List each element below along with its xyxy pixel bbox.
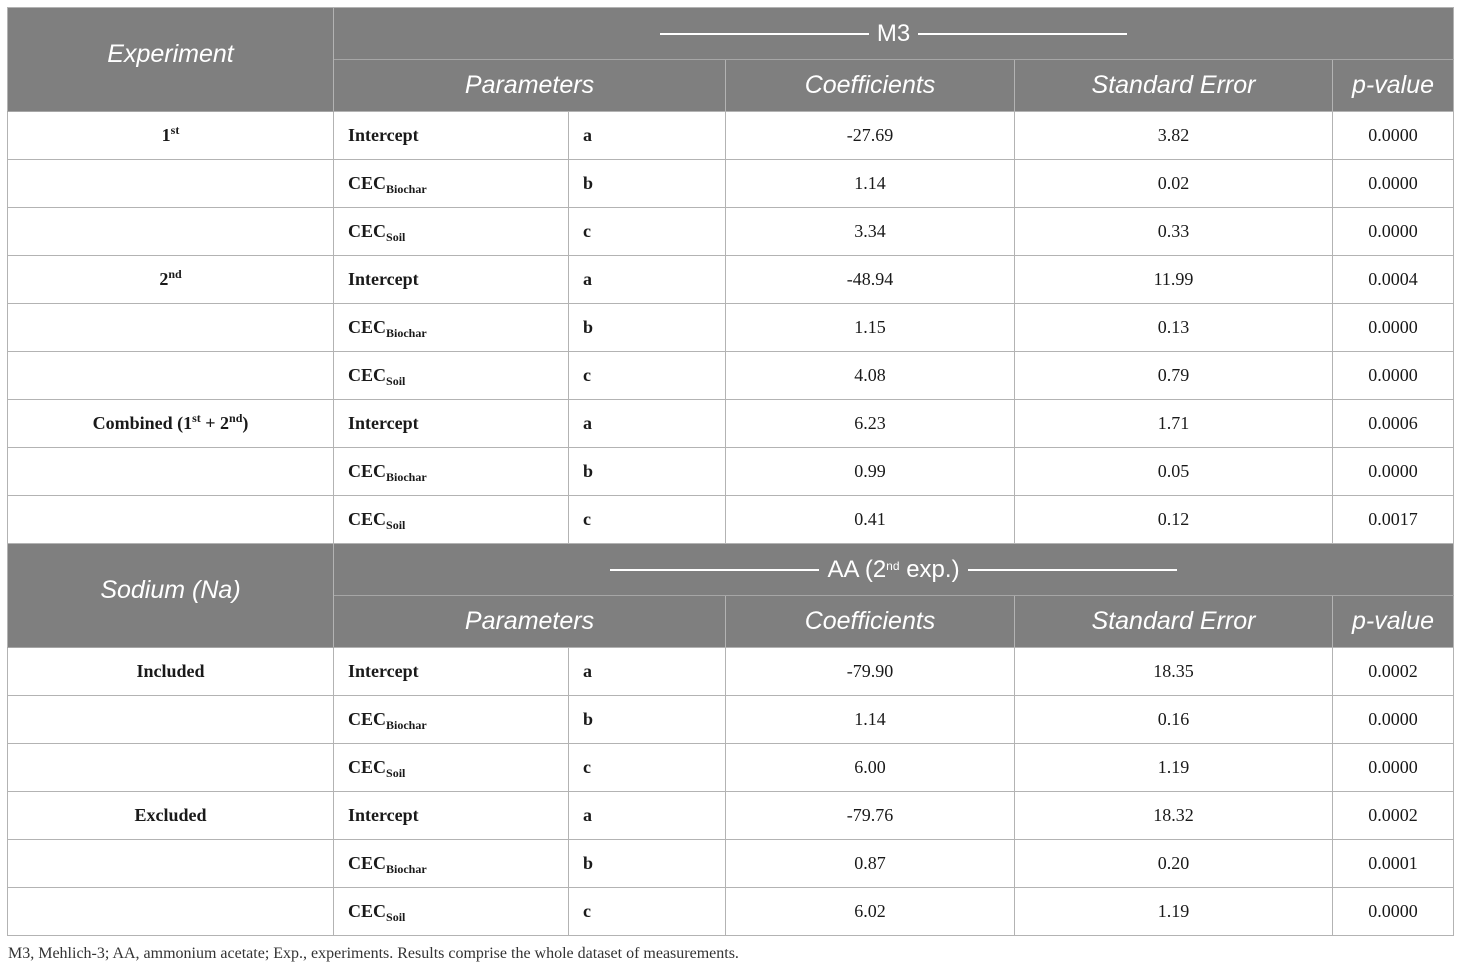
parameters-column-label: Parameters [464,71,595,99]
symbol-cell: a [569,112,726,160]
parameters-column-label: Parameters [464,607,595,635]
header-rule-right [968,569,1177,571]
standard-error-cell: 0.33 [1015,208,1333,256]
coefficients-column-header [726,60,1015,112]
parameter-subscript: Soil [386,374,406,388]
p-value-column-label: p-value [1352,607,1435,635]
parameter-cell [334,744,569,792]
parameter-subscript: Biochar [386,326,427,340]
parameter-name: CEC [348,365,387,385]
p-value-cell: 0.0000 [1333,696,1454,744]
standard-error-cell: 0.12 [1015,496,1333,544]
coefficients-column-label: Coefficients [804,71,936,99]
coefficient-cell: -79.90 [726,648,1015,696]
coefficient-cell: 1.14 [726,160,1015,208]
standard-error-cell: 0.20 [1015,840,1333,888]
symbol-cell: c [569,888,726,936]
p-value-cell: 0.0000 [1333,352,1454,400]
p-value-cell: 0.0001 [1333,840,1454,888]
table-row [8,744,1454,792]
group-cell [8,208,334,256]
method-group-label-end: exp.) [899,555,960,583]
parameter-name: Intercept [348,805,419,825]
coefficient-cell: -48.94 [726,256,1015,304]
table-row [8,840,1454,888]
symbol-cell: c [569,744,726,792]
group-cell [8,448,334,496]
parameter-cell [334,304,569,352]
parameter-name: CEC [348,709,387,729]
group-cell [8,648,334,696]
symbol-cell: c [569,352,726,400]
standard-error-cell: 18.32 [1015,792,1333,840]
coefficient-cell: 1.14 [726,696,1015,744]
symbol-cell: b [569,696,726,744]
parameter-subscript: Soil [386,910,406,924]
group-label-sup: nd [229,411,243,425]
table-row [8,792,1454,840]
coefficient-cell: 0.99 [726,448,1015,496]
p-value-cell: 0.0004 [1333,256,1454,304]
symbol-cell: a [569,648,726,696]
parameter-name: CEC [348,853,387,873]
standard-error-column-label: Standard Error [1091,71,1256,99]
parameter-cell [334,256,569,304]
parameter-name: CEC [348,509,387,529]
parameter-cell [334,648,569,696]
p-value-cell: 0.0002 [1333,648,1454,696]
parameter-name: CEC [348,317,387,337]
table-row [8,256,1454,304]
parameter-name: CEC [348,901,387,921]
group-label-mid: + 2 [200,413,230,433]
method-group-label: M3 [876,19,911,47]
symbol-cell: c [569,496,726,544]
p-value-cell: 0.0000 [1333,160,1454,208]
parameter-name: Intercept [348,269,419,289]
standard-error-cell: 0.13 [1015,304,1333,352]
table-row [8,304,1454,352]
parameter-cell [334,496,569,544]
parameter-cell [334,112,569,160]
group-label: Excluded [134,805,207,825]
header-rule-left [610,569,819,571]
header-rule-left [660,33,869,35]
group-cell [8,888,334,936]
parameter-subscript: Soil [386,518,406,532]
parameters-column-header [334,596,726,648]
parameter-cell [334,208,569,256]
symbol-cell: a [569,400,726,448]
group-cell [8,160,334,208]
p-value-cell: 0.0017 [1333,496,1454,544]
coefficient-cell: 6.23 [726,400,1015,448]
table-row [8,112,1454,160]
parameter-subscript: Soil [386,230,406,244]
method-group-label-sup: nd [886,558,900,573]
group-header-row [8,8,1454,60]
group-cell [8,112,334,160]
regression-table [7,7,1454,936]
table-row [8,448,1454,496]
table-footnote: M3, Mehlich-3; AA, ammonium acetate; Exp., experiments. Results comprise the whole dataset of measurements. [8,945,739,962]
parameter-name: CEC [348,757,387,777]
parameter-cell [334,448,569,496]
parameter-cell [334,352,569,400]
group-label: 2 [159,269,169,289]
standard-error-cell: 1.71 [1015,400,1333,448]
p-value-cell: 0.0000 [1333,448,1454,496]
group-cell [8,840,334,888]
parameter-cell [334,840,569,888]
method-group-header [334,544,1454,596]
group-cell [8,256,334,304]
table-row [8,160,1454,208]
standard-error-column-header [1015,60,1333,112]
symbol-cell: b [569,840,726,888]
coefficient-cell: 0.41 [726,496,1015,544]
table-row [8,648,1454,696]
parameter-name: Intercept [348,413,419,433]
p-value-cell: 0.0006 [1333,400,1454,448]
standard-error-column-header [1015,596,1333,648]
group-cell [8,792,334,840]
method-group-label: AA (2 [827,555,887,583]
group-label: Included [136,661,205,681]
method-group-header [334,8,1454,60]
symbol-cell: c [569,208,726,256]
symbol-cell: a [569,792,726,840]
group-cell [8,352,334,400]
standard-error-cell: 0.79 [1015,352,1333,400]
parameter-cell [334,888,569,936]
parameter-cell [334,160,569,208]
parameter-subscript: Biochar [386,182,427,196]
standard-error-cell: 0.02 [1015,160,1333,208]
parameter-subscript: Biochar [386,862,427,876]
group-label-sup: st [192,411,201,425]
standard-error-cell: 1.19 [1015,888,1333,936]
parameter-cell [334,792,569,840]
group-label: 1 [161,125,171,145]
p-value-column-header [1333,596,1454,648]
p-value-cell: 0.0000 [1333,744,1454,792]
group-cell [8,696,334,744]
table-row [8,208,1454,256]
standard-error-cell: 11.99 [1015,256,1333,304]
parameter-cell [334,400,569,448]
group-label-end: ) [242,413,249,433]
parameter-subscript: Biochar [386,718,427,732]
symbol-cell: b [569,304,726,352]
p-value-cell: 0.0000 [1333,112,1454,160]
coefficient-cell: 4.08 [726,352,1015,400]
group-column-header [8,8,334,112]
coefficient-cell: 6.00 [726,744,1015,792]
coefficients-column-header [726,596,1015,648]
parameter-subscript: Soil [386,766,406,780]
p-value-cell: 0.0000 [1333,208,1454,256]
table-row [8,888,1454,936]
group-cell [8,400,334,448]
group-cell [8,496,334,544]
p-value-cell: 0.0002 [1333,792,1454,840]
symbol-cell: b [569,448,726,496]
coefficient-cell: -27.69 [726,112,1015,160]
standard-error-cell: 3.82 [1015,112,1333,160]
standard-error-cell: 1.19 [1015,744,1333,792]
p-value-column-header [1333,60,1454,112]
standard-error-cell: 18.35 [1015,648,1333,696]
parameter-name: CEC [348,461,387,481]
header-rule-right [918,33,1127,35]
parameter-name: Intercept [348,125,419,145]
standard-error-cell: 0.05 [1015,448,1333,496]
group-cell [8,304,334,352]
group-label: Combined (1 [92,413,193,433]
group-column-header-label: Experiment [107,39,234,68]
p-value-cell: 0.0000 [1333,304,1454,352]
group-header-row [8,544,1454,596]
coefficient-cell: 6.02 [726,888,1015,936]
parameter-name: Intercept [348,661,419,681]
table-row [8,496,1454,544]
symbol-cell: a [569,256,726,304]
p-value-cell: 0.0000 [1333,888,1454,936]
coefficient-cell: -79.76 [726,792,1015,840]
coefficient-cell: 0.87 [726,840,1015,888]
group-cell [8,744,334,792]
group-label-sup: st [170,123,180,137]
coefficients-column-label: Coefficients [804,607,936,635]
coefficient-cell: 3.34 [726,208,1015,256]
table-row [8,400,1454,448]
parameter-name: CEC [348,173,387,193]
group-label-sup: nd [168,267,182,281]
table-row [8,352,1454,400]
table-row [8,696,1454,744]
group-column-header [8,544,334,648]
group-column-header-label: Sodium (Na) [100,575,241,604]
parameter-name: CEC [348,221,387,241]
parameters-column-header [334,60,726,112]
symbol-cell: b [569,160,726,208]
standard-error-column-label: Standard Error [1091,607,1256,635]
p-value-column-label: p-value [1352,71,1435,99]
parameter-subscript: Biochar [386,470,427,484]
parameter-cell [334,696,569,744]
coefficient-cell: 1.15 [726,304,1015,352]
standard-error-cell: 0.16 [1015,696,1333,744]
